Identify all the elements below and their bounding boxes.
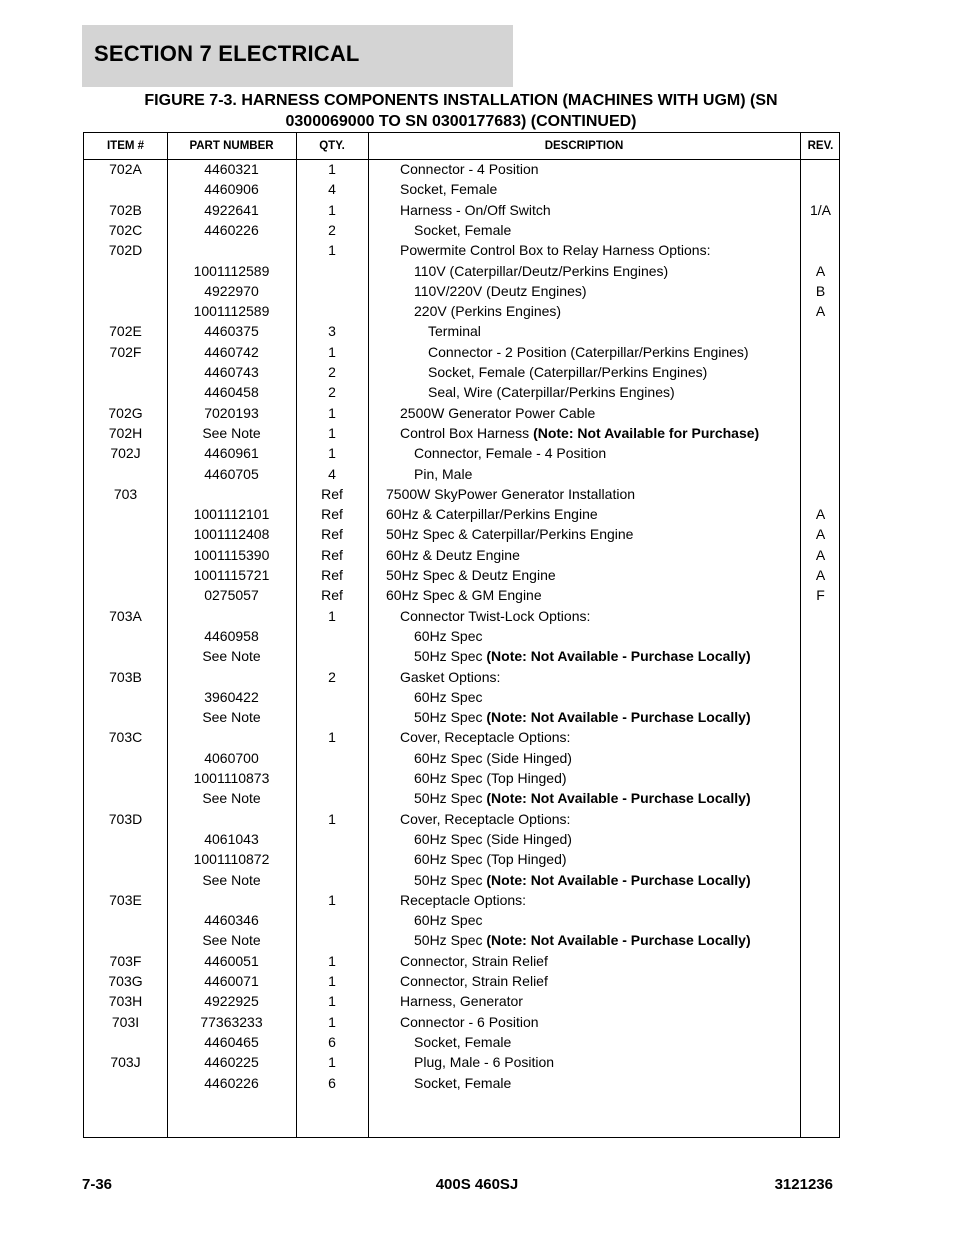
item-number: 703C — [108, 729, 143, 746]
table-row — [84, 484, 839, 504]
part-number: 4460958 — [204, 627, 259, 644]
table-row — [84, 930, 839, 950]
item-number: 702A — [109, 161, 142, 177]
quantity: 1 — [328, 993, 336, 1010]
header-qty: QTY. — [319, 140, 345, 152]
revision: F — [816, 587, 825, 604]
table-row — [84, 1052, 839, 1072]
description-text: Plug, Male - 6 Position — [414, 1054, 555, 1071]
part-number: 4460705 — [204, 465, 259, 482]
revision: 1/A — [809, 201, 831, 218]
item-number: 702B — [109, 201, 142, 218]
quantity: Ref — [321, 485, 343, 502]
part-number: See Note — [202, 709, 261, 726]
description — [414, 646, 751, 666]
part-number: 4460458 — [204, 384, 259, 401]
revision: A — [815, 567, 826, 583]
part-number: 4460743 — [204, 364, 259, 380]
description-text: 60Hz Spec (Side Hinged) — [414, 830, 572, 847]
description-text: Socket, Female — [414, 1074, 512, 1091]
description-text: Connector - 6 Position — [400, 1013, 539, 1030]
revision: A — [815, 303, 826, 320]
table-row — [84, 687, 839, 707]
part-number: 4460226 — [204, 221, 259, 238]
description-text: 60Hz & Caterpillar/Perkins Engine — [386, 506, 598, 523]
table-row — [84, 159, 839, 179]
revision: B — [815, 282, 826, 299]
table-row — [84, 403, 839, 423]
table-row — [84, 321, 839, 341]
quantity: 4 — [328, 181, 336, 198]
part-number: 77363233 — [200, 1013, 263, 1030]
part-number: 0275057 — [204, 587, 259, 604]
description-text: Seal, Wire (Caterpillar/Perkins Engines) — [428, 384, 675, 401]
quantity: Ref — [321, 587, 343, 604]
description-text: Connector - 4 Position — [400, 161, 539, 177]
part-number: 4061043 — [204, 830, 259, 847]
description — [414, 849, 567, 869]
description-text: Socket, Female — [414, 221, 512, 238]
quantity: 1 — [328, 1054, 336, 1071]
footer-doc-number: 3121236 — [774, 1176, 833, 1193]
item-number: 702E — [109, 323, 142, 340]
quantity: 1 — [328, 424, 336, 441]
part-number: 4922641 — [204, 201, 259, 218]
quantity: 1 — [328, 810, 336, 827]
description-text: 60Hz Spec — [414, 688, 483, 705]
figure-title — [82, 90, 840, 132]
description — [400, 1012, 539, 1032]
table-row — [84, 870, 839, 890]
description-text: Cover, Receptacle Options: — [400, 729, 571, 746]
quantity: 1 — [328, 952, 336, 969]
description — [400, 606, 590, 626]
table-row — [84, 240, 839, 260]
description-text: 50Hz Spec — [414, 648, 487, 665]
part-number: 4922970 — [204, 282, 259, 299]
table-row — [84, 443, 839, 463]
item-number: 702D — [108, 242, 143, 259]
description — [386, 585, 542, 605]
item-number: 702J — [110, 445, 141, 462]
part-number: 1001112408 — [193, 526, 270, 543]
table-row — [84, 971, 839, 991]
item-number: 703J — [110, 1054, 141, 1071]
description-text: Connector, Female - 4 Position — [414, 445, 607, 462]
quantity: 1 — [328, 607, 336, 624]
description — [386, 524, 633, 544]
revision: A — [815, 506, 826, 523]
table-row — [84, 504, 839, 524]
quantity: 1 — [328, 891, 336, 908]
description — [414, 870, 751, 890]
part-number: 1001112589 — [193, 303, 270, 320]
description — [400, 890, 526, 910]
item-number: 702G — [108, 404, 143, 421]
description-text: 50Hz Spec — [414, 790, 487, 807]
description-text: Receptacle Options: — [400, 891, 527, 908]
description — [386, 504, 598, 524]
table-row — [84, 565, 839, 585]
part-number: See Note — [202, 790, 261, 807]
part-number: 1001110872 — [193, 851, 270, 868]
header-description: DESCRIPTION — [544, 140, 624, 152]
quantity: 1 — [328, 201, 336, 218]
table-row — [84, 768, 839, 788]
item-number: 703E — [109, 891, 142, 908]
description — [414, 464, 472, 484]
description — [400, 991, 523, 1011]
description — [400, 951, 548, 971]
header-item: ITEM # — [106, 140, 145, 152]
revision: A — [815, 526, 826, 543]
table-row — [84, 626, 839, 646]
figure-title-line-2: 0300069000 TO SN 0300177683) (CONTINUED) — [285, 113, 637, 130]
description — [400, 667, 500, 687]
quantity: 6 — [328, 1074, 336, 1091]
table-row — [84, 464, 839, 484]
description-text: 2500W Generator Power Cable — [400, 404, 596, 421]
quantity: 2 — [328, 364, 336, 380]
description-text: 60Hz & Deutz Engine — [386, 546, 520, 563]
quantity: 2 — [328, 221, 336, 238]
description — [428, 321, 481, 341]
description-text: 50Hz Spec — [414, 932, 487, 949]
table-row — [84, 890, 839, 910]
table-row — [84, 809, 839, 829]
item-number: 703H — [108, 993, 143, 1010]
description — [414, 281, 587, 301]
part-number: 7020193 — [204, 404, 259, 421]
quantity: 1 — [328, 729, 336, 746]
description — [400, 179, 497, 199]
description-text: Connector Twist-Lock Options: — [400, 607, 591, 624]
footer-page-number: 7-36 — [82, 1176, 113, 1193]
item-number: 703 — [113, 485, 138, 502]
description-text: 60Hz Spec (Top Hinged) — [414, 851, 567, 868]
part-number: 4460226 — [204, 1074, 259, 1091]
description — [414, 1052, 554, 1072]
quantity: 2 — [328, 668, 336, 685]
quantity: 6 — [328, 1033, 336, 1050]
part-number: 4460346 — [204, 912, 259, 929]
description-note: (Note: Not Available for Purchase) — [533, 424, 760, 441]
part-number: See Note — [202, 648, 261, 665]
description — [414, 1073, 511, 1093]
table-row — [84, 362, 839, 382]
part-number: 4460225 — [204, 1054, 259, 1071]
description-text: 50Hz Spec & Deutz Engine — [386, 567, 556, 583]
description-text: 7500W SkyPower Generator Installation — [386, 485, 636, 502]
table-row — [84, 382, 839, 402]
part-number: 4460321 — [204, 161, 259, 177]
description — [414, 788, 751, 808]
table-row — [84, 1012, 839, 1032]
description — [414, 687, 482, 707]
item-number: 703F — [109, 952, 142, 969]
item-number: 703I — [111, 1013, 140, 1030]
description — [400, 727, 570, 747]
description-text: Socket, Female (Caterpillar/Perkins Engines) — [428, 364, 708, 380]
description-text: Gasket Options: — [400, 668, 501, 685]
description-note: (Note: Not Available - Purchase Locally) — [486, 932, 751, 949]
description — [400, 200, 551, 220]
part-number: 4460742 — [204, 343, 259, 360]
item-number: 703G — [108, 973, 143, 989]
table-row — [84, 727, 839, 747]
table-row — [84, 991, 839, 1011]
part-number: 1001112101 — [193, 506, 270, 523]
quantity: 1 — [328, 973, 336, 989]
description-text: Pin, Male — [414, 465, 473, 482]
header-rev: REV. — [807, 140, 834, 152]
table-row — [84, 707, 839, 727]
description-text: Connector, Strain Relief — [400, 952, 548, 969]
description — [428, 362, 707, 382]
description-text: Connector, Strain Relief — [400, 973, 548, 989]
description-text: Harness - On/Off Switch — [400, 201, 551, 218]
description — [400, 971, 548, 991]
table-row — [84, 788, 839, 808]
table-row — [84, 748, 839, 768]
footer-model: 400S 460SJ — [435, 1176, 519, 1193]
part-number: 1001115390 — [193, 546, 270, 563]
description-note: (Note: Not Available - Purchase Locally) — [486, 648, 751, 665]
description — [400, 809, 570, 829]
table-row — [84, 951, 839, 971]
table-row — [84, 261, 839, 281]
part-number: 3960422 — [204, 688, 259, 705]
table-row — [84, 910, 839, 930]
description — [414, 626, 482, 646]
part-number: See Note — [202, 871, 261, 888]
table-row — [84, 301, 839, 321]
quantity: 1 — [328, 161, 336, 177]
table-row — [84, 667, 839, 687]
part-number: 4460906 — [204, 181, 259, 198]
quantity: Ref — [321, 506, 343, 523]
item-number: 703D — [108, 810, 143, 827]
part-number: 1001112589 — [193, 262, 270, 279]
table-row — [84, 281, 839, 301]
quantity: 1 — [328, 343, 336, 360]
revision: A — [815, 546, 826, 563]
part-number: 4460071 — [204, 973, 259, 989]
description-note: (Note: Not Available - Purchase Locally) — [486, 790, 751, 807]
table-row — [84, 1032, 839, 1052]
description — [414, 261, 668, 281]
description — [414, 1032, 511, 1052]
description-text: 50Hz Spec — [414, 871, 487, 888]
description — [400, 159, 539, 179]
table-row — [84, 524, 839, 544]
description-text: 60Hz Spec (Side Hinged) — [414, 749, 572, 766]
quantity: 1 — [328, 1013, 336, 1030]
quantity: 1 — [328, 404, 336, 421]
description — [428, 342, 749, 362]
quantity: Ref — [321, 567, 343, 583]
description — [414, 220, 511, 240]
part-number: 4060700 — [204, 749, 259, 766]
description — [414, 301, 561, 321]
table-row — [84, 545, 839, 565]
description-text: 110V (Caterpillar/Deutz/Perkins Engines) — [414, 262, 669, 279]
description — [414, 707, 751, 727]
quantity: 1 — [328, 445, 336, 462]
table-row — [84, 200, 839, 220]
item-number: 702H — [108, 424, 143, 441]
description — [386, 545, 520, 565]
table-row — [84, 585, 839, 605]
table-row — [84, 849, 839, 869]
description — [414, 443, 606, 463]
description-text: 50Hz Spec & Caterpillar/Perkins Engine — [386, 526, 634, 543]
description — [428, 382, 675, 402]
item-number: 703B — [109, 668, 142, 685]
description-text: 60Hz Spec (Top Hinged) — [414, 770, 567, 786]
description-note: (Note: Not Available - Purchase Locally) — [486, 709, 751, 726]
description — [414, 768, 567, 788]
description-text: 60Hz Spec & GM Engine — [386, 587, 542, 604]
part-number: 1001110873 — [193, 770, 270, 786]
description — [400, 423, 759, 443]
description-text: Socket, Female — [414, 1033, 512, 1050]
table-row — [84, 606, 839, 626]
quantity: Ref — [321, 526, 343, 543]
description-text: 110V/220V (Deutz Engines) — [414, 282, 587, 299]
item-number: 702C — [108, 221, 143, 238]
table-row — [84, 829, 839, 849]
part-number: See Note — [202, 424, 261, 441]
quantity: 3 — [328, 323, 336, 340]
description-text: Control Box Harness — [400, 424, 534, 441]
description — [400, 240, 710, 260]
description-text: Cover, Receptacle Options: — [400, 810, 571, 827]
part-number: 1001115721 — [193, 567, 270, 583]
table-row — [84, 423, 839, 443]
quantity: 1 — [328, 242, 336, 259]
description-text: Connector - 2 Position (Caterpillar/Perkins Engines) — [428, 343, 749, 360]
description — [386, 484, 635, 504]
description-text: 60Hz Spec — [414, 627, 483, 644]
description-text: 60Hz Spec — [414, 912, 483, 929]
description-text: 50Hz Spec — [414, 709, 487, 726]
description — [400, 403, 595, 423]
parts-table — [83, 132, 840, 1138]
table-row — [84, 1073, 839, 1093]
item-number: 703A — [109, 607, 142, 624]
table-row — [84, 646, 839, 666]
description — [414, 748, 572, 768]
description-text: 220V (Perkins Engines) — [414, 303, 562, 320]
description — [414, 829, 572, 849]
description — [414, 910, 482, 930]
description-text: Powermite Control Box to Relay Harness Options: — [400, 242, 711, 259]
quantity: 2 — [328, 384, 336, 401]
part-number: 4460465 — [204, 1033, 259, 1050]
table-row — [84, 342, 839, 362]
section-title: SECTION 7 ELECTRICAL — [94, 41, 360, 66]
description-text: Harness, Generator — [400, 993, 523, 1010]
description — [414, 930, 751, 950]
header-part-number: PART NUMBER — [189, 140, 274, 152]
quantity: 4 — [328, 465, 336, 482]
quantity: Ref — [321, 546, 343, 563]
part-number: 4460375 — [204, 323, 259, 340]
part-number: 4460051 — [204, 952, 259, 969]
description-text: Terminal — [428, 323, 481, 340]
figure-title-line-1: FIGURE 7-3. HARNESS COMPONENTS INSTALLATION (MACHINES WITH UGM) (SN — [144, 92, 778, 109]
item-number: 702F — [109, 343, 142, 360]
part-number: See Note — [202, 932, 261, 949]
description — [386, 565, 556, 585]
section-header — [82, 25, 513, 87]
part-number: 4460961 — [204, 445, 259, 462]
revision: A — [815, 262, 826, 279]
description-note: (Note: Not Available - Purchase Locally) — [486, 871, 751, 888]
part-number: 4922925 — [204, 993, 259, 1010]
table-row — [84, 220, 839, 240]
table-row — [84, 179, 839, 199]
description-text: Socket, Female — [400, 181, 498, 198]
